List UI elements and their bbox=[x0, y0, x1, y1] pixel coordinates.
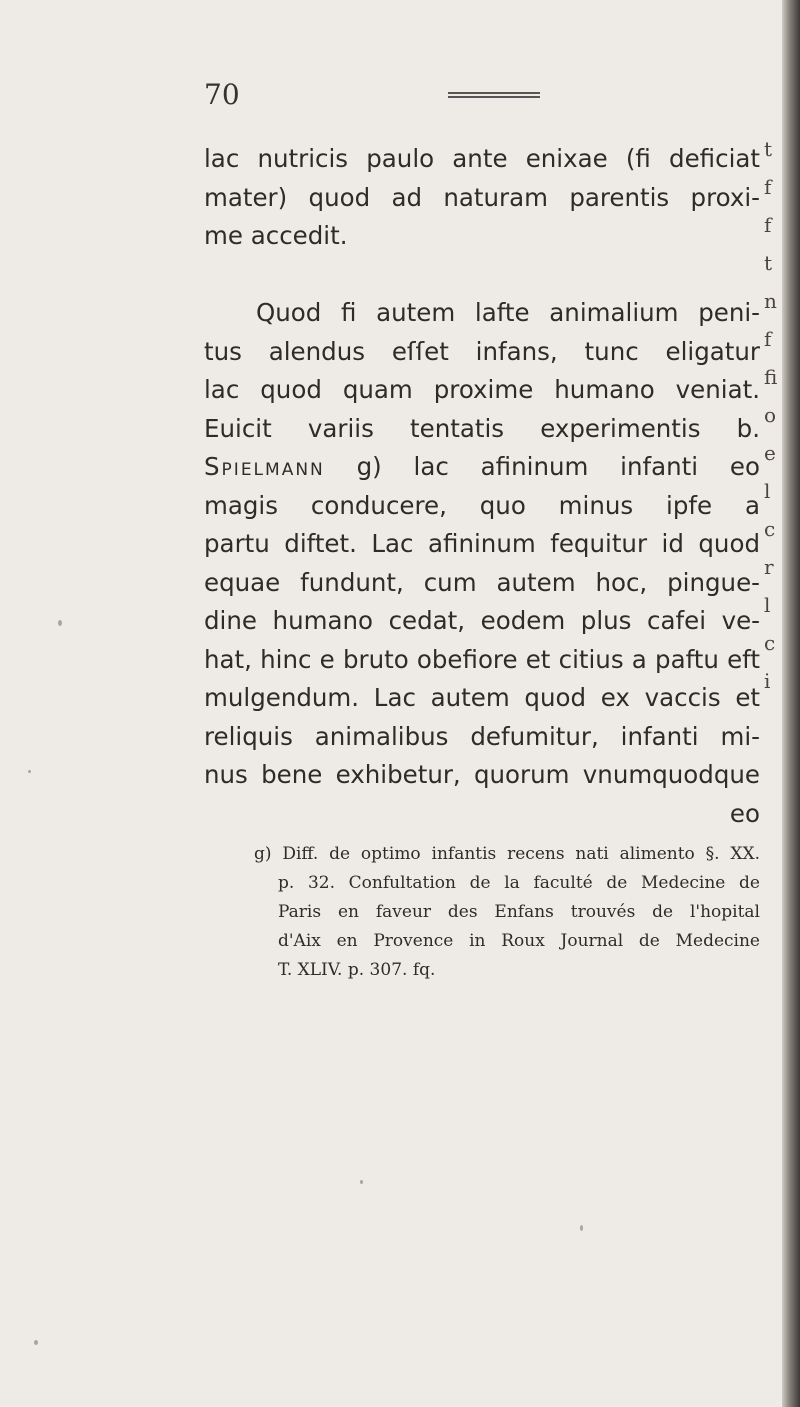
edge-glyph: t bbox=[764, 137, 773, 161]
paper-speck bbox=[580, 1225, 583, 1231]
paper-speck bbox=[360, 1180, 363, 1184]
edge-glyph: t bbox=[764, 251, 773, 275]
paper-speck bbox=[34, 1340, 38, 1345]
text-line-12: dine humano cedat, eodem plus cafei ve- bbox=[204, 606, 760, 635]
edge-glyph: n bbox=[764, 289, 777, 313]
text-line-1: lac nutricis paulo ante enixae (fi deficiat bbox=[204, 144, 760, 173]
footnote-line-4: d'Aix en Provence in Roux Journal de Medecine bbox=[278, 931, 760, 951]
text-line-5: tus alendus eſſet infans, tunc eligatur bbox=[204, 336, 760, 366]
edge-glyph: f bbox=[764, 327, 772, 351]
edge-glyph: f bbox=[764, 213, 772, 237]
main-text bbox=[204, 140, 760, 833]
text-line-14: mulgendum. Lac autem quod ex vaccis et bbox=[204, 683, 760, 712]
edge-glyph: e bbox=[764, 441, 776, 465]
edge-glyph: l bbox=[764, 593, 771, 617]
footnote-line-1: g) Diff. de optimo infantis recens nati alimento §. XX. bbox=[254, 844, 760, 864]
author-name-smallcaps: Spielmann bbox=[204, 452, 325, 481]
adjacent-page-glyphs bbox=[764, 130, 800, 700]
catchword: eo bbox=[729, 798, 760, 828]
paper-speck bbox=[58, 620, 62, 626]
header-rule bbox=[448, 92, 540, 98]
text-line-8 bbox=[204, 448, 760, 487]
text-line-7: Euicit variis tentatis experimentis b. bbox=[204, 413, 760, 443]
footnote-line-2: p. 32. Confultation de la faculté de Medecine de bbox=[278, 873, 760, 893]
edge-glyph: r bbox=[764, 555, 774, 579]
footnote-reference: g) bbox=[356, 452, 382, 481]
edge-glyph: c bbox=[764, 631, 776, 655]
paper-speck bbox=[28, 770, 31, 773]
footnote-line-3: Paris en faveur des Enfans trouvés de l'hopital bbox=[278, 902, 760, 922]
footnote bbox=[254, 840, 760, 985]
text-line-8-rest: lac afininum infanti eo bbox=[413, 452, 760, 481]
text-line-6: lac quod quam proxime humano veniat. bbox=[204, 375, 760, 404]
footnote-line-5: T. XLIV. p. 307. fq. bbox=[278, 960, 436, 980]
text-line-13: hat, hinc e bruto obefiore et citius a paftu eft bbox=[204, 644, 760, 674]
paragraph-gap bbox=[204, 256, 760, 295]
text-line-16: nus bene exhibetur, quorum vnumquodque bbox=[204, 760, 760, 789]
text-line-11: equae fundunt, cum autem hoc, pingue- bbox=[204, 567, 760, 597]
text-line-2: mater) quod ad naturam parentis proxi- bbox=[204, 182, 760, 212]
edge-glyph: c bbox=[764, 517, 776, 541]
edge-glyph: l bbox=[764, 479, 771, 503]
text-line-10: partu diftet. Lac afininum fequitur id quod bbox=[204, 529, 760, 558]
page-number: 70 bbox=[204, 78, 240, 111]
edge-glyph: fi bbox=[764, 365, 778, 389]
edge-glyph: i bbox=[764, 669, 771, 693]
text-line-3: me accedit. bbox=[204, 221, 348, 250]
text-line-4: Quod fi autem lafte animalium peni- bbox=[256, 298, 760, 327]
text-line-9: magis conducere, quo minus ipfe a bbox=[204, 490, 760, 520]
edge-glyph: o bbox=[764, 403, 777, 427]
text-line-15: reliquis animalibus defumitur, infanti mi- bbox=[204, 721, 760, 751]
edge-glyph: f bbox=[764, 175, 772, 199]
